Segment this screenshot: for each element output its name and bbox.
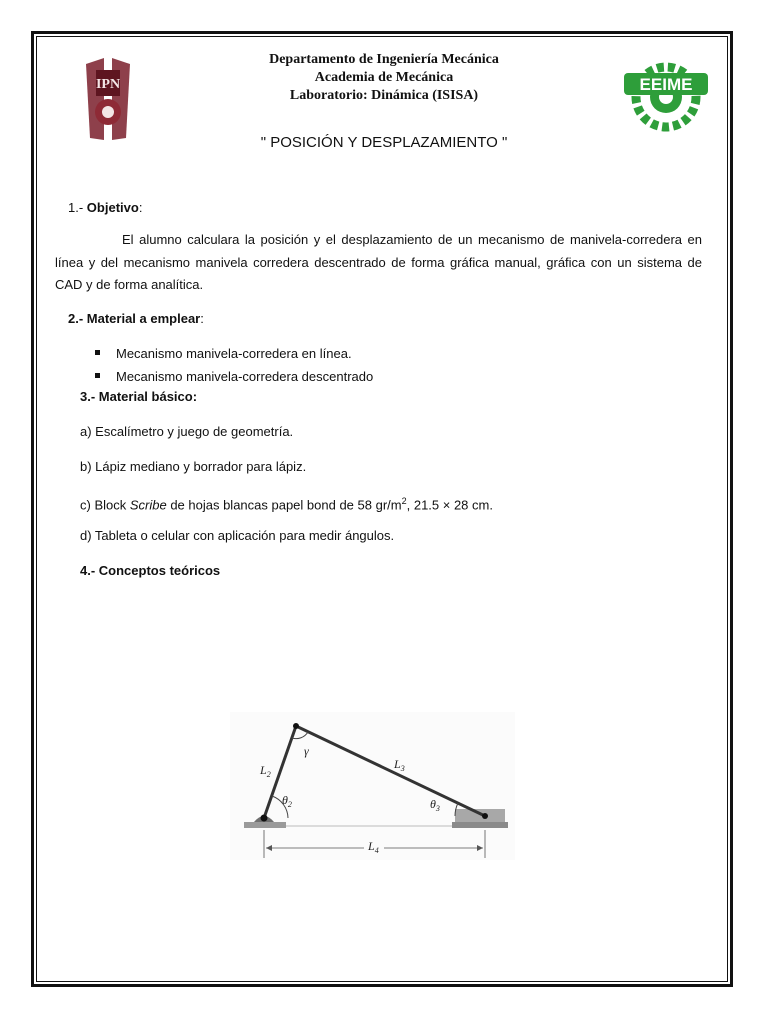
header-academy: Academia de Mecánica — [314, 70, 454, 85]
objective-paragraph: El alumno calculara la posición y el desplazamiento de un mecanismo de manivela-corredera en línea y del mecanismo manivela corredera descentrado de forma gráfica manual, gráfica con un sistema de CAD y de forma analítica. — [55, 232, 702, 292]
section-2-heading — [68, 308, 204, 330]
slider-pin — [482, 813, 488, 819]
header-lab: Laboratorio: Dinámica (ISISA) — [289, 88, 479, 103]
list-item — [95, 367, 373, 387]
ipn-logo — [76, 50, 140, 146]
material-item-1: Mecanismo manivela-corredera en línea. — [116, 346, 352, 361]
slider-block — [455, 809, 505, 822]
bullet-square-icon — [95, 373, 100, 378]
slider-crank-diagram — [230, 712, 515, 860]
figure-background — [230, 712, 515, 860]
crank-pin — [293, 723, 299, 729]
header-department: Departamento de Ingeniería Mecánica — [269, 52, 499, 67]
slider-ground — [452, 822, 508, 828]
section-1-number: 1.- — [68, 200, 84, 215]
basic-item-c — [80, 490, 493, 516]
section-4-title: 4.- Conceptos teóricos — [80, 563, 221, 578]
label-gamma: γ — [304, 744, 309, 758]
label-l3: $L_3$ — [394, 757, 405, 773]
ipn-logo-text: IPN — [95, 77, 121, 92]
basic-item-c-sup: 2 — [401, 496, 407, 506]
section-3-title: 3.- Material básico: — [80, 389, 198, 404]
section-1-suffix: : — [138, 200, 143, 215]
basic-item-c-brand: Scribe — [129, 497, 167, 513]
label-theta2: $\theta_2$ — [282, 793, 292, 809]
basic-item-c-suffix: , 21.5 × 28 cm. — [406, 497, 493, 513]
header — [200, 51, 568, 105]
label-theta3: $\theta_3$ — [430, 797, 440, 813]
basic-item-b: b) Lápiz mediano y borrador para lápiz. — [80, 459, 307, 474]
basic-item-c-mid: de hojas blancas papel bond de 58 gr/m — [166, 497, 402, 513]
material-item-2: Mecanismo manivela-corredera descentrado — [116, 369, 374, 384]
eeime-logo-text: EEIME — [639, 75, 693, 94]
section-2-suffix: : — [200, 311, 204, 326]
label-l2: $L_2$ — [260, 763, 271, 779]
bullet-square-icon — [95, 350, 100, 355]
section-2-title: 2.- Material a emplear — [68, 311, 201, 326]
eeime-logo — [618, 45, 714, 137]
section-1-heading — [68, 197, 142, 219]
basic-item-c-prefix: c) Block — [80, 497, 130, 513]
list-item — [95, 344, 352, 364]
basic-item-a: a) Escalímetro y juego de geometría. — [80, 424, 294, 439]
section-1-title: Objetivo — [86, 200, 139, 215]
basic-item-d: d) Tableta o celular con aplicación para medir ángulos. — [80, 528, 395, 543]
document-title: " POSICIÓN Y DESPLAZAMIENTO " — [260, 134, 508, 151]
label-l4: $L_4$ — [368, 839, 379, 855]
crank-pivot — [261, 815, 268, 822]
pivot-ground — [244, 822, 286, 828]
